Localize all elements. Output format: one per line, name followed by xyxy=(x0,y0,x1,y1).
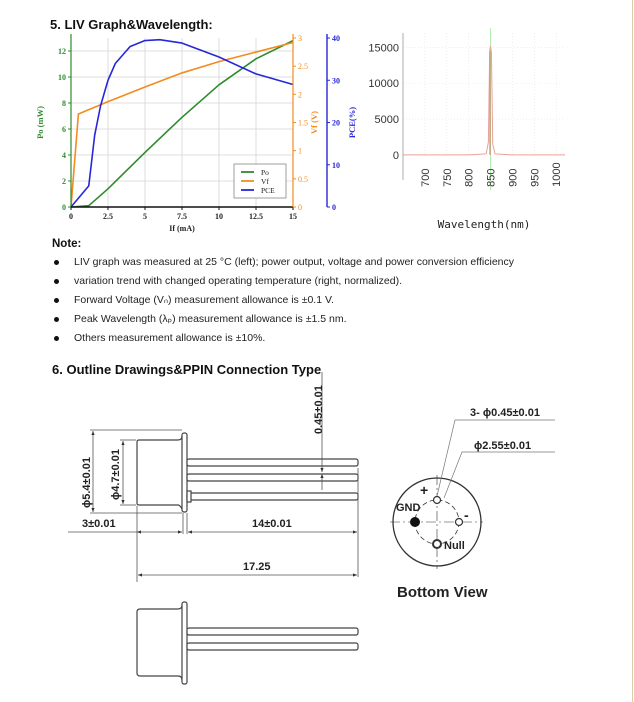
spectrum-y-tick-label: 0 xyxy=(392,149,399,162)
spectrum-x-tick-label: 850 xyxy=(485,168,498,187)
po-tick-label: 10 xyxy=(58,73,66,82)
bottom-view-label: Bottom View xyxy=(397,584,488,601)
can-flange xyxy=(182,433,187,512)
po-tick-label: 6 xyxy=(62,125,66,134)
pin-middle xyxy=(187,474,358,481)
po-tick-label: 0 xyxy=(62,203,66,212)
dim-pin-length: 14±0.01 xyxy=(252,518,292,530)
vf-axis-label: Vf (V) xyxy=(309,111,319,134)
pce-axis-label: PCE(%) xyxy=(347,106,357,139)
x-tick-label: 0 xyxy=(69,212,73,221)
note-item xyxy=(0,332,634,351)
note-text: Others measurement allowance is ±10%. xyxy=(74,332,266,344)
note-text: Forward Voltage (Vₙ) measurement allowance is ±0.1 V. xyxy=(74,294,334,306)
note-text: LIV graph was measured at 25 °C (left); power output, voltage and power conversion efficiency xyxy=(74,256,514,268)
x-tick-label: 7.5 xyxy=(177,212,187,221)
note-title: Note: xyxy=(52,238,82,250)
vf-tick-label: 3 xyxy=(298,34,302,43)
notes-list xyxy=(0,256,634,351)
pin-label-null: Null xyxy=(444,540,465,552)
pin-label-plus: + xyxy=(420,482,429,498)
pce-tick-label: 40 xyxy=(332,34,340,43)
pce-tick-label: 20 xyxy=(332,118,340,128)
dim-outer-diameter: ϕ5.4±0.01 xyxy=(81,457,93,508)
note-item xyxy=(0,275,634,294)
x-tick-label: 10 xyxy=(215,212,223,221)
liv-chart xyxy=(0,28,360,238)
dim-pin-circle: ϕ2.55±0.01 xyxy=(474,440,532,452)
liv-legend xyxy=(234,164,286,198)
spectrum-x-axis-label: Wavelength(nm) xyxy=(437,218,531,231)
spectrum-y-tick-label: 15000 xyxy=(368,42,399,55)
vf-tick-label: 1.5 xyxy=(298,118,308,128)
pin-minus xyxy=(456,519,463,526)
bullet-icon xyxy=(54,260,59,265)
legend-label-po: Po xyxy=(261,168,269,177)
pin-top xyxy=(187,459,358,466)
pce-tick-label: 10 xyxy=(332,160,340,170)
po-tick-label: 8 xyxy=(62,99,66,108)
pin-bottom xyxy=(187,493,358,500)
po-tick-label: 4 xyxy=(62,151,66,160)
series-spectrum xyxy=(403,46,565,155)
note-text: variation trend with changed operating temperature (right, normalized). xyxy=(74,275,403,287)
pce-tick-label: 0 xyxy=(332,203,336,212)
note-item xyxy=(0,313,634,332)
note-text: Peak Wavelength (λₚ) measurement allowance is ±1.5 nm. xyxy=(74,313,347,325)
vf-tick-label: 0.5 xyxy=(298,174,308,184)
bullet-icon xyxy=(54,317,59,322)
spectrum-x-tick-label: 700 xyxy=(419,168,432,187)
x-axis-label: If (mA) xyxy=(169,224,195,233)
spectrum-x-tick-label: 1000 xyxy=(551,162,564,187)
po-tick-label: 2 xyxy=(62,177,66,186)
x-tick-label: 5 xyxy=(143,212,147,221)
vf-tick-label: 2.5 xyxy=(298,62,308,72)
pin-gnd xyxy=(410,517,420,527)
spectrum-grid xyxy=(403,33,565,155)
side-view-2 xyxy=(137,602,358,684)
bullet-icon xyxy=(54,279,59,284)
pin-plus xyxy=(434,497,441,504)
bullet-icon xyxy=(54,336,59,341)
spectrum-chart xyxy=(355,28,585,238)
dim-total-length: 17.25 xyxy=(243,561,271,573)
legend-label-vf: Vf xyxy=(261,177,269,186)
pce-tick-label: 30 xyxy=(332,76,340,86)
dim-inner-diameter: ϕ4.7±0.01 xyxy=(110,449,122,500)
x-tick-label: 2.5 xyxy=(103,212,113,221)
note-item xyxy=(0,256,634,275)
vf-tick-label: 2 xyxy=(298,90,302,100)
note-item xyxy=(0,294,634,313)
dim-cap-length: 3±0.01 xyxy=(82,518,116,530)
spectrum-y-tick-label: 10000 xyxy=(368,78,399,91)
spectrum-y-tick-label: 5000 xyxy=(374,114,399,127)
pin-label-minus: - xyxy=(464,507,469,523)
po-tick-label: 12 xyxy=(58,47,66,56)
bullet-icon xyxy=(54,298,59,303)
x-tick-label: 12.5 xyxy=(249,212,263,221)
spectrum-x-tick-label: 750 xyxy=(441,168,454,187)
x-tick-label: 15 xyxy=(289,212,297,221)
dim-pin-diameter: 3- ϕ0.45±0.01 xyxy=(470,407,540,419)
legend-label-pce: PCE xyxy=(261,186,275,195)
vf-tick-label: 1 xyxy=(298,146,302,156)
po-axis-label: Po (mW) xyxy=(35,106,45,139)
pin-null xyxy=(433,540,441,548)
outline-drawing xyxy=(0,372,634,702)
section-5-title: 5. LIV Graph&Wavelength: xyxy=(50,17,213,32)
pin-label-gnd: GND xyxy=(396,502,421,514)
dim-pin-spacing: 0.45±0.01 xyxy=(313,385,325,434)
spectrum-x-tick-label: 800 xyxy=(463,168,476,187)
vf-tick-label: 0 xyxy=(298,203,302,212)
spectrum-x-tick-label: 900 xyxy=(507,168,520,187)
section-6-title: 6. Outline Drawings&PPIN Connection Type xyxy=(52,362,322,377)
can-body xyxy=(137,442,182,509)
spectrum-x-tick-label: 950 xyxy=(529,168,542,187)
